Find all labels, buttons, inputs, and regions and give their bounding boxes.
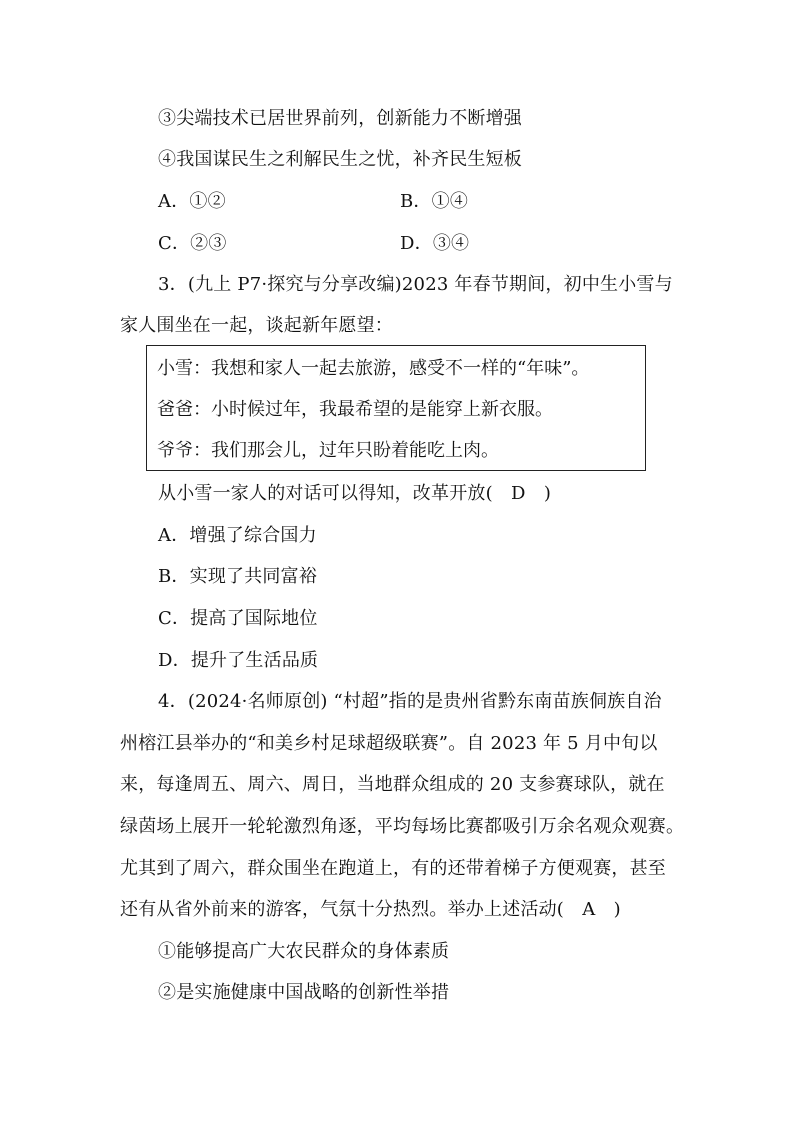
q2-option-a: A．①② — [158, 191, 226, 212]
dialog-line-xiaoxue: 小雪：我想和家人一起去旅游，感受不一样的“年味”。 — [157, 358, 590, 379]
q4-stem-line-2: 州榕江县举办的“和美乡村足球超级联赛”。自 2023 年 5 月中旬以 — [120, 733, 658, 754]
q3-option-a: A．增强了综合国力 — [158, 525, 317, 546]
q3-stem-line-2: 家人围坐在一起，谈起新年愿望： — [120, 315, 393, 336]
q4-stem-line-5: 尤其到了周六，群众围坐在跑道上，有的还带着梯子方便观赛，甚至 — [120, 858, 666, 879]
q3-option-c: C．提高了国际地位 — [158, 608, 318, 629]
q3-stem-line-1: 3．(九上 P7·探究与分享改编)2023 年春节期间，初中生小雪与 — [158, 274, 673, 295]
q2-option-b: B．①④ — [400, 191, 469, 212]
dialog-line-dad: 爸爸：小时候过年，我最希望的是能穿上新衣服。 — [157, 399, 553, 420]
q3-dialog-box — [146, 345, 646, 471]
q2-option-d: D．③④ — [400, 233, 470, 254]
q3-option-b: B．实现了共同富裕 — [158, 566, 318, 587]
q4-stem-line-1: 4．(2024·名师原创) “村超”指的是贵州省黔东南苗族侗族自治 — [158, 691, 662, 712]
q2-item-3: ③尖端技术已居世界前列，创新能力不断增强 — [158, 108, 522, 129]
q4-item-2: ②是实施健康中国战略的创新性举措 — [158, 982, 450, 1003]
dialog-line-grandpa: 爷爷：我们那会儿，过年只盼着能吃上肉。 — [157, 440, 499, 461]
q4-stem-line-4: 绿茵场上展开一轮轮激烈角逐，平均每场比赛都吸引万余名观众观赛。 — [120, 816, 685, 837]
q2-option-c: C．②③ — [158, 233, 227, 254]
q4-stem-line-3: 来，每逢周五、周六、周日，当地群众组成的 20 支参赛球队，就在 — [120, 774, 665, 795]
q3-option-d: D．提升了生活品质 — [158, 650, 319, 671]
q2-item-4: ④我国谋民生之利解民生之忧，补齐民生短板 — [158, 149, 522, 170]
q3-question: 从小雪一家人的对话可以得知，改革开放( D ) — [158, 483, 552, 504]
q4-item-1: ①能够提高广大农民群众的身体素质 — [158, 941, 450, 962]
q4-stem-line-6: 还有从省外前来的游客，气氛十分热烈。举办上述活动( A ) — [120, 899, 621, 920]
